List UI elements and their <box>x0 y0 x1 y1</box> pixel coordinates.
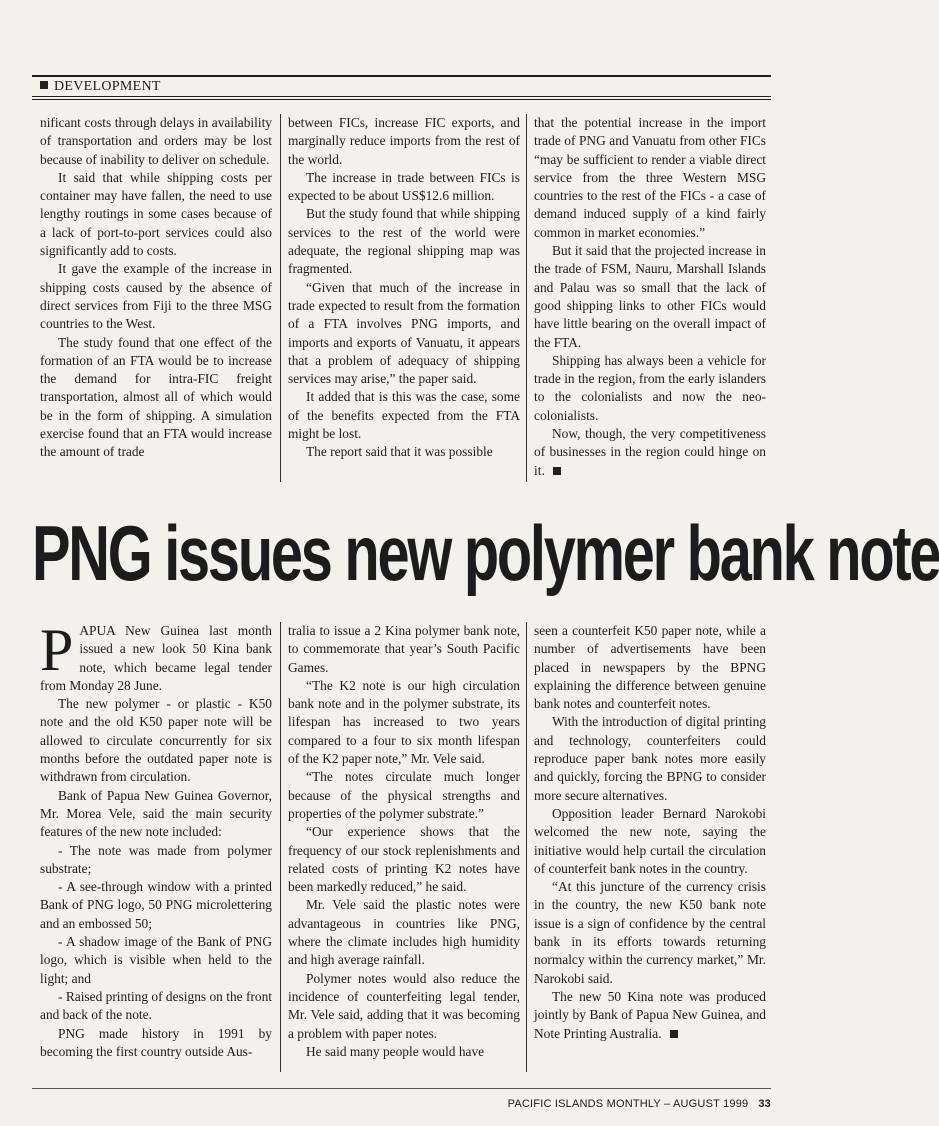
section-rule <box>32 96 771 97</box>
bottom-rule <box>32 1088 771 1089</box>
lead-text: APUA New Guinea last month issued a new look 50 Kina bank note, which became legal tender from Monday 28 June. <box>40 623 272 693</box>
paragraph: “Our experience shows that the frequency of our stock replenishments and related costs of printing K2 notes have been markedly reduced,” he said. <box>288 824 520 895</box>
paragraph: “At this juncture of the currency crisis in the country, the new K50 bank note issue is a sign of confidence by the central bank in its efforts towards returning normalcy within the currency market,” Mr. Narokobi said. <box>534 879 766 986</box>
paragraph: But the study found that while shipping services to the rest of the world were adequate, the regional shipping map was fragmented. <box>288 206 520 277</box>
column-divider <box>280 622 281 1072</box>
paragraph <box>534 988 766 1043</box>
drop-cap: P <box>40 617 74 683</box>
paragraph: It added that is this was the case, some of the benefits expected from the FTA might be lost. <box>288 389 520 442</box>
paragraph: that the potential increase in the import trade of PNG and Vanuatu from other FICs “may be sufficient to render a viable direct service from the three Western MSG countries to the rest of the FICs - a case of demand induced supply of a kind fairly common in market economies.” <box>534 115 766 240</box>
paragraph: “The K2 note is our high circulation bank note and in the polymer substrate, its lifespan has increased to two years compared to a four to six month lifespan of the K2 paper note,” Mr. Vele said. <box>288 677 520 767</box>
paragraph: Bank of Papua New Guinea Governor, Mr. Morea Vele, said the main security features of the new note included: <box>40 787 272 840</box>
article2-column-1 <box>40 617 272 1061</box>
paragraph: - A shadow image of the Bank of PNG logo, which is visible when held to the light; and <box>40 934 272 986</box>
paragraph <box>534 425 766 480</box>
paragraph: PNG made history in 1991 by becoming the first country outside Aus- <box>40 1025 272 1059</box>
paragraph-text: The new 50 Kina note was produced jointly by Bank of Papua New Guinea, and Note Printing Australia. <box>534 988 766 1041</box>
publication-name: PACIFIC ISLANDS MONTHLY – AUGUST 1999 <box>507 1098 749 1110</box>
paragraph: The new polymer - or plastic - K50 note and the old K50 paper note will be allowed to circulate concurrently for six months before the outdated paper note is withdrawn from circulation. <box>40 696 272 785</box>
page-number: 33 <box>758 1098 771 1110</box>
paragraph: tralia to issue a 2 Kina polymer bank note, to commemorate that year’s South Pacific Games. <box>288 623 520 675</box>
paragraph-text: Now, though, the very competitiveness of businesses in the region could hinge on it. <box>534 426 766 478</box>
paragraph: - A see-through window with a printed Bank of PNG logo, 50 PNG microlettering and an embossed 50; <box>40 879 272 931</box>
section-label-text: DEVELOPMENT <box>54 79 161 94</box>
paragraph: With the introduction of digital printing and technology, counterfeiters could reproduce paper bank notes more easily and quickly, forcing the BPNG to consider more secure alternatives. <box>534 714 766 803</box>
section-label <box>40 79 161 95</box>
article1-column-2 <box>288 114 520 462</box>
end-mark-icon <box>670 1030 678 1038</box>
paragraph: nificant costs through delays in availability of transportation and orders may be lost because of inability to deliver on schedule. <box>40 115 272 167</box>
page-footer <box>508 1098 771 1110</box>
paragraph: The report said that it was possible <box>306 444 493 460</box>
paragraph: - The note was made from polymer substrate; <box>40 842 272 876</box>
paragraph: between FICs, increase FIC exports, and marginally reduce imports from the rest of the world. <box>288 115 520 167</box>
paragraph: But it said that the projected increase in the trade of FSM, Nauru, Marshall Islands and Palau was so small that the lack of good shipping links to other FICs would have little bearing on the overall impact of the FTA. <box>534 243 766 350</box>
article2-column-2 <box>288 622 520 1061</box>
paragraph: It gave the example of the increase in shipping costs caused by the absence of direct services from Fiji to the three MSG countries to the West. <box>40 261 272 332</box>
paragraph: Polymer notes would also reduce the incidence of counterfeiting legal tender, Mr. Vele said, adding that it was becoming a problem with paper notes. <box>288 970 520 1041</box>
column-divider <box>526 114 527 482</box>
paragraph: The increase in trade between FICs is expected to be about US$12.6 million. <box>288 169 520 204</box>
article2-column-3 <box>534 622 766 1043</box>
end-mark-icon <box>553 467 561 475</box>
paragraph: - Raised printing of designs on the front and back of the note. <box>40 988 272 1023</box>
paragraph: seen a counterfeit K50 paper note, while a number of advertisements have been placed in newspapers by the BPNG explaining the difference between genuine bank notes and counterfeit notes. <box>534 623 766 712</box>
paragraph: He said many people would have <box>306 1043 485 1059</box>
section-bullet <box>40 81 48 89</box>
paragraph: “The notes circulate much longer because of the physical strengths and properties of the polymer substrate.” <box>288 769 520 821</box>
top-rule <box>32 75 771 77</box>
section-rule-2 <box>32 99 771 100</box>
lead-paragraph <box>40 617 272 695</box>
paragraph: “Given that much of the increase in trade expected to result from the formation of a FTA involves PNG imports, and imports and exports of Vanuatu, it appears that a problem of adequacy of shipping services may arise,” the paper said. <box>288 279 520 387</box>
article1-column-3 <box>534 114 766 480</box>
column-divider <box>526 622 527 1072</box>
article-headline: PNG issues new polymer bank note <box>32 509 939 597</box>
paragraph: Mr. Vele said the plastic notes were advantageous in countries like PNG, where the climate includes high humidity and high average rainfall. <box>288 897 520 968</box>
paragraph: Shipping has always been a vehicle for trade in the region, from the early islanders to the colonialists and now the neo-colonialists. <box>534 352 766 423</box>
column-divider <box>280 114 281 482</box>
article1-column-1 <box>40 114 272 462</box>
paragraph: It said that while shipping costs per container may have fallen, the need to use lengthy routings in some cases because of a lack of port-to-port services could also significantly add to costs. <box>40 169 272 259</box>
paragraph: The study found that one effect of the formation of an FTA would be to increase the demand for intra-FIC freight transportation, almost all of which would be in the form of shipping. A simulation exercise found that an FTA would increase the amount of trade <box>40 334 272 460</box>
paragraph: Opposition leader Bernard Narokobi welcomed the new note, saying the initiative would help curtail the circulation of counterfeit bank notes in the country. <box>534 805 766 876</box>
